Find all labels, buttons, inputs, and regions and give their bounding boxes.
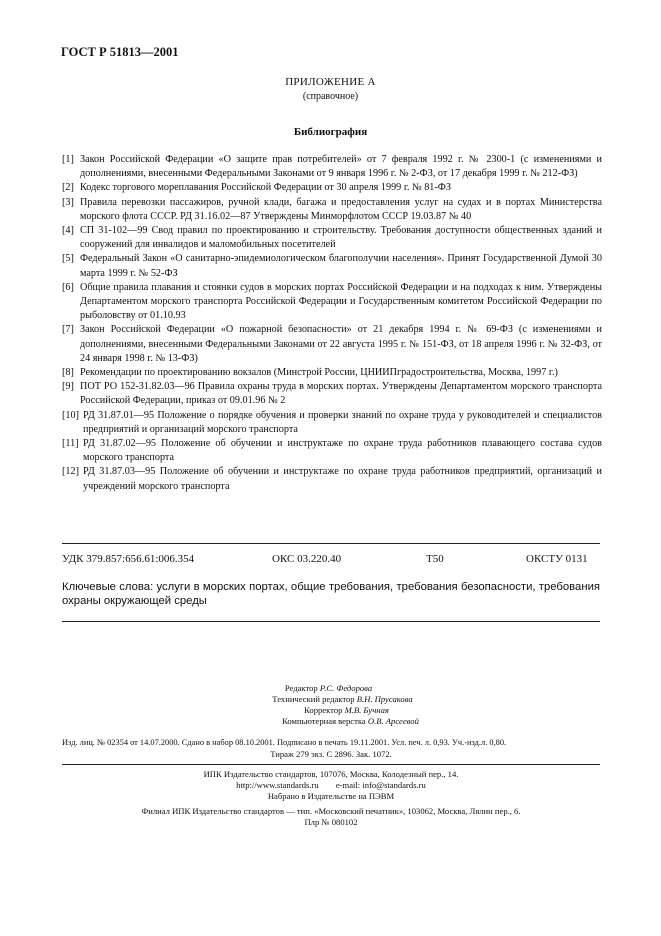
appendix-subtitle: (справочное): [302, 91, 359, 102]
reference-text: РД 31.87.03—95 Положение об обучении и инструктаже по охране труда работников предприятий, организаций и учреждений морского транспорта: [83, 466, 602, 492]
okstu-code: ОКСТУ 0131: [526, 553, 588, 565]
publisher-address: ИПК Издательство стандартов, 107076, Москва, Колодезный пер., 14.: [203, 769, 459, 779]
reference-text: Федеральный Закон «О санитарно-эпидемиологическом благополучии населения». Принят Государственной Думой 30 марта 1999 г. № 52-ФЗ: [80, 253, 602, 279]
print-info-line: Тираж 279 экз. С 2896. Зак. 1072.: [270, 749, 392, 759]
publisher-contacts: http://www.standards.ru e-mail: info@standards.ru: [236, 780, 426, 790]
print-info-line: Изд. лиц. № 02354 от 14.07.2000. Сдано в набор 08.10.2001. Подписано в печать 19.11.2001. Усл. печ. л. 0,93. Уч.-изд.л. 0,80.: [62, 738, 507, 747]
staff-name: О.В. Арсеевой: [367, 716, 419, 726]
t-code: Т50: [426, 553, 444, 565]
reference-text: СП 31-102—99 Свод правил по проектированию и строительству. Требования доступности общественных зданий и сооружений для инвалидов и маломобильных посетителей: [80, 225, 602, 251]
reference-text: Правила перевозки пассажиров, ручной клади, багажа и предоставления услуг на судах и в портах Министерства морского флота СССР. РД 31.16.02—87 Утверждены Минморфлотом СССР 19.03.87 № 40: [80, 196, 602, 222]
reference-item: [62, 181, 602, 195]
reference-item: [62, 409, 602, 437]
keywords: Ключевые слова: услуги в морских портах, общие требования, требования безопасности, требования охраны окружающей среды: [62, 581, 600, 607]
reference-number: [6]: [62, 281, 74, 293]
reference-item: [62, 252, 602, 280]
reference-text: Кодекс торгового мореплавания Российской Федерации от 30 апреля 1999 г. № 81-ФЗ: [80, 182, 451, 194]
reference-number: [1]: [62, 154, 74, 165]
publisher-branch: Филиал ИПК Издательство стандартов — тип. «Московский печатник», 103062, Москва, Лялин пер., 6.: [141, 806, 521, 816]
reference-text: РД 31.87.02—95 Положение об обучении и инструктаже по охране труда работников плавающего состава судов морского транспорта: [83, 438, 602, 464]
staff-name: М.В. Бучная: [344, 705, 389, 715]
staff-role: Компьютерная верстка: [282, 716, 366, 726]
udk-code: УДК 379.857:656.61:006.354: [62, 553, 195, 565]
reference-number: [5]: [62, 253, 74, 265]
reference-item: [62, 323, 602, 366]
reference-item: [62, 224, 602, 252]
reference-item: [62, 366, 602, 380]
reference-text: РД 31.87.01—95 Положение о порядке обучения и проверки знаний по охране труда у руководителей и специалистов предприятий и организаций морского транспорта: [83, 409, 602, 435]
reference-number: [2]: [62, 182, 74, 194]
staff-tech-editor: [12, 694, 661, 705]
reference-number: [11]: [62, 438, 79, 450]
staff-editor: [0, 683, 659, 694]
document-header: ГОСТ Р 51813—2001: [61, 45, 179, 59]
reference-item: [62, 281, 602, 324]
divider: [62, 621, 600, 622]
appendix-title: ПРИЛОЖЕНИЕ А: [285, 76, 376, 88]
bibliography-list: [62, 153, 602, 494]
reference-number: [3]: [62, 196, 74, 208]
publisher-typeset: Набрано в Издательстве на ПЭВМ: [267, 791, 395, 801]
divider: [62, 543, 600, 544]
reference-item: [62, 465, 602, 493]
staff-corrector: [16, 705, 661, 716]
reference-number: [9]: [62, 381, 74, 393]
reference-number: [8]: [62, 367, 74, 379]
staff-role: Редактор: [284, 683, 318, 693]
reference-number: [4]: [62, 225, 74, 237]
reference-text: Общие правила плавания и стоянки судов в морских портах Российской Федерации и на подходах к ним. Утверждены Департаментом морского транспорта Российской Федерации и Государственным комитетом Российской Федерации по рыболовству от 01.10.93: [80, 281, 602, 322]
reference-item: [62, 196, 602, 224]
reference-number: [7]: [62, 324, 74, 336]
publisher-license: Плр № 080102: [304, 817, 358, 827]
staff-role: Корректор: [304, 705, 343, 715]
reference-text: Закон Российской Федерации «О защите прав потребителей» от 7 февраля 1992 г. № 2300-1 (с изменениями и дополнениями, внесенными Федеральными Законами от 9 января 1996 г. № 2-ФЗ, от 17 декабря 1999 г. № 212-ФЗ): [80, 154, 602, 180]
reference-text: Закон Российской Федерации «О пожарной безопасности» от 21 декабря 1994 г. № 69-ФЗ (с изменениями и дополнениями, внесенными Федеральными Законами от 22 августа 1995 г. № 151-ФЗ, от 18 апреля 1996 г. № 32-ФЗ, от 24 января 1998 г. № 13-ФЗ): [80, 324, 602, 364]
reference-item: [62, 153, 602, 181]
reference-item: [62, 437, 602, 465]
reference-item: [62, 380, 602, 408]
staff-layout: [20, 716, 661, 727]
bibliography-title: Библиография: [293, 126, 368, 138]
staff-name: В.Н. Прусакова: [356, 694, 413, 704]
staff-name: Р.С. Федорова: [319, 683, 373, 693]
oks-code: ОКС 03.220.40: [272, 553, 342, 565]
reference-number: [10]: [62, 409, 79, 421]
reference-number: [12]: [62, 466, 79, 478]
divider: [62, 764, 600, 765]
staff-role: Технический редактор: [272, 694, 355, 704]
reference-text: ПОТ РО 152-31.82.03—96 Правила охраны труда в морских портах. Утверждены Департаментом морского транспорта Российской Федерации, приказ от 09.01.96 № 2: [80, 381, 602, 407]
reference-text: Рекомендации по проектированию вокзалов (Минстрой России, ЦНИИПградостроительства, Москва, 1997 г.): [80, 367, 558, 379]
